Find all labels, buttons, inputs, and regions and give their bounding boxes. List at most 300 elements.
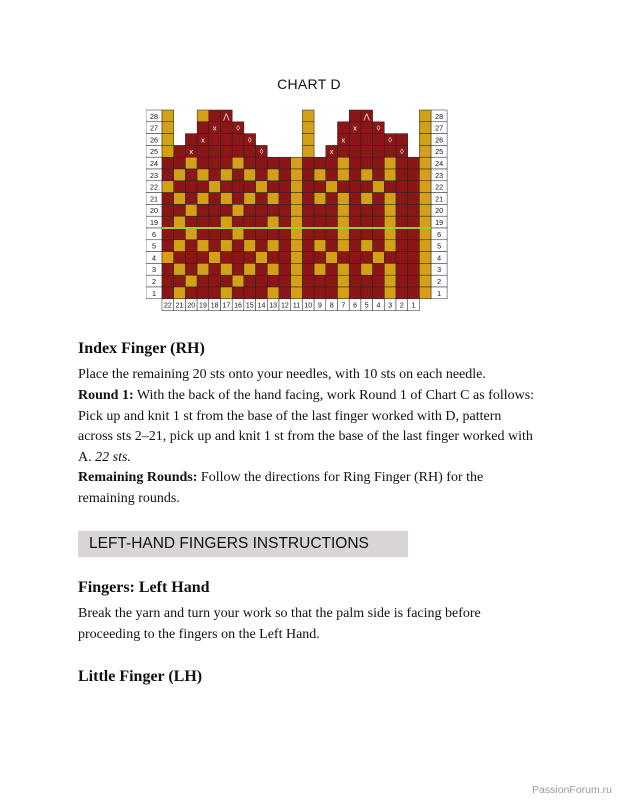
chart-stitch: [209, 216, 221, 228]
chart-stitch: [209, 110, 221, 122]
chart-stitch: [185, 216, 197, 228]
chart-stitch: [302, 228, 314, 240]
chart-stitch: [209, 275, 221, 287]
chart-stitch: [185, 204, 197, 216]
chart-stitch: [314, 275, 326, 287]
chart-stitch: [361, 252, 373, 264]
chart-stitch: [244, 252, 256, 264]
chart-symbol: x: [201, 135, 205, 145]
column-label: 14: [257, 302, 266, 310]
remaining-rounds-label: Remaining Rounds:: [78, 470, 198, 485]
chart-stitch: [361, 157, 373, 169]
chart-symbol: ◊: [247, 135, 252, 145]
chart-stitch: [314, 240, 326, 252]
chart-stitch: [396, 204, 408, 216]
chart-stitch: [279, 193, 291, 205]
chart-stitch: [256, 252, 268, 264]
chart-stitch: [162, 263, 174, 275]
chart-stitch: [162, 240, 174, 252]
chart-stitch: [373, 145, 385, 157]
chart-stitch: [361, 204, 373, 216]
chart-stitch: [291, 216, 303, 228]
chart-stitch: [185, 134, 197, 146]
chart-stitch: [174, 240, 186, 252]
chart-stitch: [162, 157, 174, 169]
chart-stitch: [326, 287, 338, 299]
chart-stitch: [349, 204, 361, 216]
chart-stitch: [197, 252, 209, 264]
chart-stitch: [384, 216, 396, 228]
chart-stitch: [361, 145, 373, 157]
column-label: 17: [222, 302, 231, 310]
row-label-left: 1: [152, 288, 156, 298]
chart-stitch: [373, 204, 385, 216]
round-1-label: Round 1:: [78, 388, 134, 403]
chart-stitch: [162, 287, 174, 299]
chart-stitch: [279, 157, 291, 169]
chart-stitch: [209, 204, 221, 216]
row-label-left: 28: [150, 111, 158, 121]
chart-stitch: [373, 169, 385, 181]
chart-stitch: [279, 287, 291, 299]
chart-stitch: [209, 228, 221, 240]
chart-stitch: [373, 193, 385, 205]
chart-stitch: [221, 287, 233, 299]
chart-stitch: [361, 263, 373, 275]
column-label: 1: [411, 302, 416, 310]
chart-stitch: [349, 110, 361, 122]
chart-stitch: [244, 145, 256, 157]
chart-stitch: [232, 216, 244, 228]
row-label-left: 6: [152, 229, 156, 239]
chart-stitch: [209, 169, 221, 181]
chart-stitch: [209, 263, 221, 275]
fingers-left-hand-heading: Fingers: Left Hand: [78, 579, 210, 596]
column-label: 12: [280, 302, 289, 310]
column-label: 9: [317, 302, 322, 310]
chart-stitch: [361, 169, 373, 181]
chart-stitch: [349, 287, 361, 299]
chart-stitch: [267, 263, 279, 275]
chart-stitch: [373, 287, 385, 299]
knitting-chart: [146, 108, 476, 316]
chart-stitch: [326, 169, 338, 181]
chart-stitch: [221, 181, 233, 193]
chart-stitch: [244, 193, 256, 205]
column-label: 15: [245, 302, 254, 310]
chart-stitch: [361, 193, 373, 205]
chart-stitch: [326, 216, 338, 228]
chart-stitch: [408, 193, 420, 205]
chart-stitch: [244, 157, 256, 169]
chart-stitch: [209, 252, 221, 264]
column-label: 7: [341, 302, 346, 310]
chart-stitch: [326, 157, 338, 169]
edge-stitch-right: [419, 181, 431, 193]
chart-stitch: [267, 169, 279, 181]
row-label-left: 3: [152, 265, 156, 275]
chart-stitch: [244, 275, 256, 287]
chart-stitch: [349, 263, 361, 275]
row-label-left: 25: [150, 147, 158, 157]
chart-stitch: [174, 228, 186, 240]
row-label-left: 20: [150, 206, 158, 216]
chart-stitch: [174, 181, 186, 193]
chart-stitch: [302, 240, 314, 252]
chart-stitch: [174, 216, 186, 228]
chart-stitch: [373, 263, 385, 275]
chart-stitch: [291, 193, 303, 205]
row-label-right: 2: [437, 277, 442, 286]
edge-stitch-right: [419, 157, 431, 169]
chart-stitch: [396, 287, 408, 299]
row-label-left: 23: [150, 170, 158, 180]
chart-stitch: [338, 157, 350, 169]
chart-stitch: [338, 193, 350, 205]
row-label-left: 21: [150, 194, 158, 204]
chart-stitch: [338, 240, 350, 252]
chart-stitch: [396, 228, 408, 240]
column-label: 4: [376, 302, 381, 310]
chart-stitch: [244, 204, 256, 216]
column-label: 18: [210, 302, 219, 310]
chart-stitch: [314, 193, 326, 205]
chart-stitch: [314, 287, 326, 299]
chart-stitch: [174, 275, 186, 287]
chart-stitch: [408, 157, 420, 169]
chart-stitch: [291, 240, 303, 252]
row-label-left: 27: [150, 123, 158, 133]
round-1-paragraph: [78, 386, 538, 468]
column-label: 22: [163, 302, 172, 310]
edge-stitch-right: [419, 110, 431, 122]
chart-stitch: [185, 157, 197, 169]
chart-stitch: [174, 287, 186, 299]
chart-stitch: [232, 263, 244, 275]
row-label-right: 22: [435, 182, 444, 192]
chart-stitch: [256, 228, 268, 240]
chart-stitch: [162, 181, 174, 193]
chart-stitch: [349, 193, 361, 205]
chart-stitch: [291, 275, 303, 287]
chart-stitch: [267, 228, 279, 240]
chart-stitch: [291, 157, 303, 169]
chart-stitch: [197, 216, 209, 228]
chart-stitch: [162, 193, 174, 205]
row-label-right: 4: [437, 253, 442, 263]
chart-stitch: [314, 263, 326, 275]
edge-stitch-right: [419, 216, 431, 228]
chart-stitch: [361, 287, 373, 299]
chart-stitch: [349, 216, 361, 228]
column-label: 13: [269, 302, 278, 310]
chart-stitch: [185, 193, 197, 205]
chart-stitch: [209, 240, 221, 252]
chart-stitch: [244, 228, 256, 240]
chart-stitch: [408, 181, 420, 193]
chart-stitch: [221, 134, 233, 146]
round-1-text: With the back of the hand facing, work Round 1 of Chart C as follows: Pick up and knit 1 st from the base of the last finger worked with D, pattern across sts 2–21, pick up and knit 1 st from the base of the last finger worked with A.: [78, 388, 535, 465]
row-label-left: 19: [150, 218, 158, 227]
chart-stitch: [384, 275, 396, 287]
chart-stitch: [162, 169, 174, 181]
edge-stitch-left: [162, 145, 174, 157]
chart-stitch: [221, 252, 233, 264]
chart-stitch: [338, 263, 350, 275]
chart-stitch: [384, 204, 396, 216]
chart-stitch: [244, 169, 256, 181]
chart-stitch: [291, 287, 303, 299]
chart-stitch: [232, 287, 244, 299]
chart-stitch: [396, 216, 408, 228]
chart-stitch: [174, 252, 186, 264]
chart-stitch: [267, 275, 279, 287]
chart-stitch: [221, 169, 233, 181]
row-label-left: 2: [152, 277, 156, 286]
edge-stitch-right: [419, 122, 431, 134]
chart-stitch: [197, 181, 209, 193]
chart-stitch: [314, 169, 326, 181]
chart-stitch: [396, 275, 408, 287]
chart-stitch: [256, 193, 268, 205]
chart-stitch: [361, 181, 373, 193]
chart-stitch: [314, 216, 326, 228]
chart-stitch: [361, 134, 373, 146]
chart-stitch: [256, 204, 268, 216]
chart-stitch: [221, 145, 233, 157]
chart-stitch: [349, 181, 361, 193]
chart-stitch: [185, 275, 197, 287]
chart-stitch: [396, 181, 408, 193]
chart-stitch: [384, 181, 396, 193]
chart-stitch: [302, 134, 314, 146]
chart-stitch: [396, 240, 408, 252]
chart-stitch: [384, 157, 396, 169]
chart-stitch: [349, 134, 361, 146]
chart-stitch: [197, 204, 209, 216]
row-label-right: 26: [435, 135, 444, 145]
chart-stitch: [361, 216, 373, 228]
column-label: 5: [364, 302, 369, 310]
chart-stitch: [361, 275, 373, 287]
chart-stitch: [267, 252, 279, 264]
chart-stitch: [396, 134, 408, 146]
watermark: PassionForum.ru: [532, 784, 612, 796]
chart-stitch: [197, 122, 209, 134]
chart-stitch: [174, 145, 186, 157]
chart-stitch: [384, 169, 396, 181]
chart-stitch: [221, 228, 233, 240]
chart-stitch: [209, 145, 221, 157]
chart-stitch: [256, 169, 268, 181]
chart-stitch: [361, 122, 373, 134]
edge-stitch-right: [419, 228, 431, 240]
row-label-right: 24: [435, 159, 444, 168]
chart-stitch: [279, 275, 291, 287]
chart-stitch: [256, 263, 268, 275]
chart-stitch: [232, 181, 244, 193]
chart-symbol: x: [189, 147, 194, 157]
chart-stitch: [244, 287, 256, 299]
row-label-left: 22: [150, 182, 158, 192]
chart-stitch: [302, 263, 314, 275]
chart-stitch: [244, 181, 256, 193]
left-hand-section-banner: LEFT-HAND FINGERS INSTRUCTIONS: [78, 531, 408, 557]
column-label: 20: [187, 302, 196, 310]
row-label-right: 5: [437, 241, 442, 251]
column-label: 21: [175, 302, 184, 310]
chart-symbol: x: [341, 135, 346, 145]
chart-stitch: [408, 240, 420, 252]
chart-stitch: [256, 216, 268, 228]
chart-stitch: [267, 216, 279, 228]
column-label: 2: [399, 302, 404, 310]
chart-stitch: [373, 181, 385, 193]
chart-stitch: [232, 228, 244, 240]
chart-stitch: [279, 240, 291, 252]
chart-stitch: [185, 169, 197, 181]
chart-stitch: [338, 216, 350, 228]
chart-stitch: [314, 181, 326, 193]
chart-stitch: [408, 204, 420, 216]
chart-stitch: [396, 169, 408, 181]
chart-stitch: [291, 169, 303, 181]
chart-symbol: ◊: [399, 147, 404, 157]
chart-stitch: [349, 145, 361, 157]
chart-stitch: [396, 263, 408, 275]
chart-stitch: [232, 252, 244, 264]
chart-stitch: [384, 240, 396, 252]
row-label-left: 4: [152, 253, 156, 263]
chart-stitch: [267, 157, 279, 169]
chart-stitch: [373, 157, 385, 169]
chart-stitch: [197, 287, 209, 299]
chart-stitch: [232, 134, 244, 146]
chart-stitch: [326, 275, 338, 287]
chart-stitch: [185, 287, 197, 299]
chart-stitch: [338, 169, 350, 181]
chart-stitch: [349, 228, 361, 240]
chart-stitch: [314, 204, 326, 216]
chart-stitch: [279, 252, 291, 264]
chart-stitch: [221, 204, 233, 216]
chart-stitch: [338, 145, 350, 157]
chart-stitch: [174, 204, 186, 216]
row-label-right: 21: [435, 194, 444, 204]
chart-stitch: [185, 252, 197, 264]
chart-stitch: [197, 263, 209, 275]
chart-stitch: [326, 240, 338, 252]
fingers-left-hand-paragraph: Break the yarn and turn your work so that the palm side is facing before proceeding to the fingers on the Left Hand.: [78, 606, 481, 642]
chart-stitch: [185, 181, 197, 193]
chart-stitch: [256, 275, 268, 287]
row-label-right: 1: [437, 288, 442, 298]
chart-stitch: [326, 181, 338, 193]
chart-stitch: [197, 193, 209, 205]
chart-stitch: [232, 275, 244, 287]
chart-stitch: [256, 287, 268, 299]
chart-stitch: [232, 193, 244, 205]
remaining-rounds-paragraph: [78, 468, 538, 509]
chart-stitch: [221, 263, 233, 275]
chart-stitch: [291, 252, 303, 264]
edge-stitch-right: [419, 275, 431, 287]
chart-stitch: [197, 275, 209, 287]
chart-stitch: [174, 263, 186, 275]
chart-stitch: [302, 275, 314, 287]
edge-stitch-left: [162, 134, 174, 146]
edge-stitch-right: [419, 193, 431, 205]
chart-stitch: [326, 193, 338, 205]
chart-stitch: [185, 228, 197, 240]
chart-symbol: ◊: [236, 123, 240, 133]
column-label: 6: [353, 302, 358, 310]
chart-stitch: [267, 181, 279, 193]
chart-stitch: [396, 193, 408, 205]
chart-stitch: [384, 145, 396, 157]
column-label: 10: [304, 302, 313, 310]
chart-stitch: [361, 228, 373, 240]
chart-stitch: [408, 252, 420, 264]
chart-stitch: [373, 252, 385, 264]
row-label-right: 19: [435, 218, 444, 227]
chart-stitch: [338, 204, 350, 216]
chart-stitch: [384, 228, 396, 240]
edge-stitch-left: [162, 110, 174, 122]
chart-stitch: [361, 240, 373, 252]
little-finger-heading: Little Finger (LH): [78, 668, 203, 685]
chart-stitch: [221, 193, 233, 205]
chart-stitch: [314, 157, 326, 169]
chart-stitch: [302, 110, 314, 122]
chart-stitch: [267, 204, 279, 216]
edge-stitch-right: [419, 252, 431, 264]
chart-title: CHART D: [277, 76, 341, 92]
row-label-left: 24: [150, 159, 158, 168]
chart-stitch: [197, 228, 209, 240]
chart-stitch: [302, 169, 314, 181]
chart-stitch: [162, 228, 174, 240]
chart-stitch: [338, 275, 350, 287]
chart-stitch: [302, 204, 314, 216]
chart-stitch: [209, 287, 221, 299]
chart-stitch: [291, 204, 303, 216]
chart-stitch: [209, 193, 221, 205]
chart-stitch: [221, 216, 233, 228]
chart-stitch: [221, 122, 233, 134]
chart-stitch: [174, 157, 186, 169]
chart-stitch: [338, 228, 350, 240]
chart-stitch: [396, 252, 408, 264]
chart-stitch: [338, 181, 350, 193]
chart-stitch: [162, 252, 174, 264]
chart-stitch: [291, 181, 303, 193]
chart-stitch: [349, 252, 361, 264]
chart-stitch: [408, 228, 420, 240]
chart-stitch: [232, 169, 244, 181]
chart-stitch: [197, 240, 209, 252]
row-label-left: 5: [152, 241, 156, 251]
chart-stitch: [209, 157, 221, 169]
chart-stitch: [197, 157, 209, 169]
chart-stitch: [174, 169, 186, 181]
chart-stitch: [162, 216, 174, 228]
chart-stitch: [314, 228, 326, 240]
chart-stitch: [209, 181, 221, 193]
chart-stitch: [349, 157, 361, 169]
index-finger-heading: Index Finger (RH): [78, 340, 205, 357]
chart-stitch: [408, 216, 420, 228]
